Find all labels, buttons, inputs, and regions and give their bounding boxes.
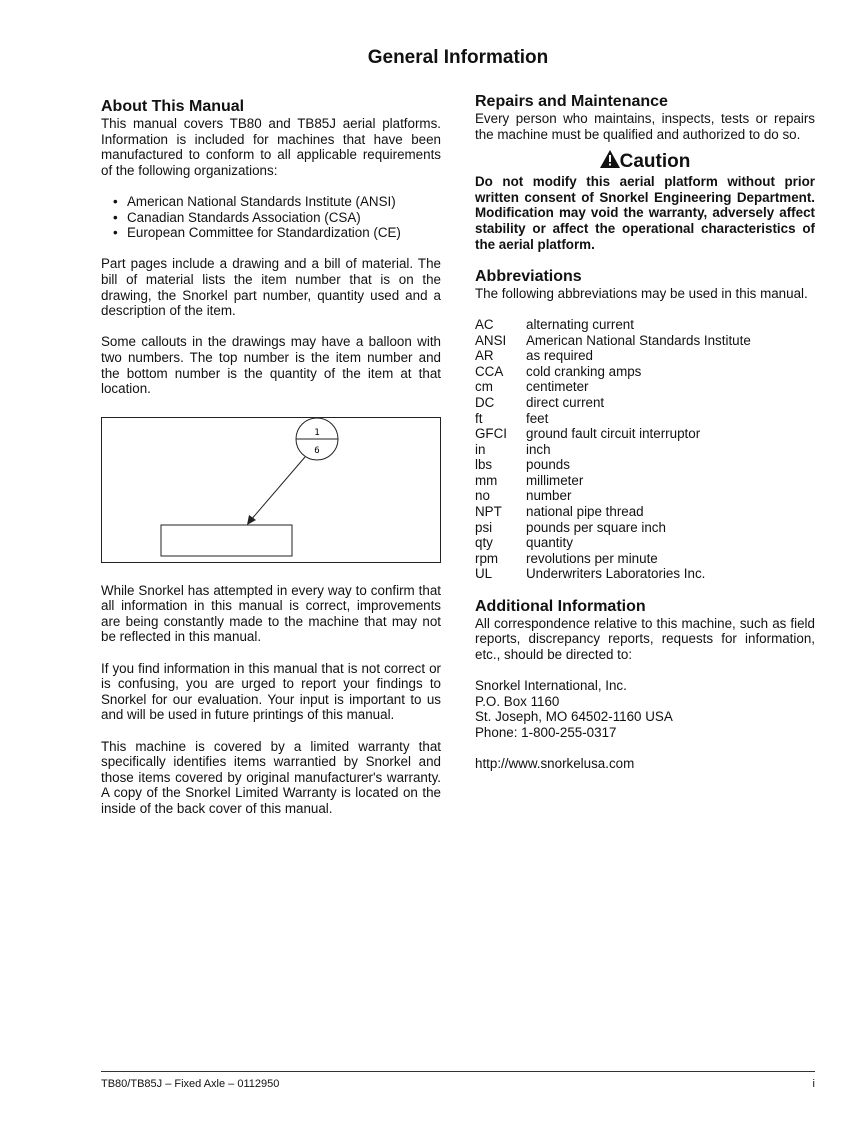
abbreviation-term: DC (475, 394, 495, 410)
about-paragraph-1: This manual covers TB80 and TB85J aerial platforms. Information is included for machines that have been manufactured to conform to all applicable requirements of the following organizations: (101, 116, 441, 178)
about-paragraph-5: If you find information in this manual that is not correct or is confusing, you are urged to report your findings to Snorkel for our evaluation. Your input is important to us and will be used in future printings of this manual. (101, 660, 441, 723)
abbreviation-term: NPT (475, 504, 502, 520)
abbreviation-meaning: cold cranking amps (526, 363, 642, 379)
abbreviation-row (475, 566, 751, 582)
contact-address (475, 678, 815, 740)
abbreviation-row (475, 457, 751, 473)
repairs-heading: Repairs and Maintenance (475, 93, 668, 110)
abbreviation-meaning: direct current (526, 394, 605, 410)
abbreviation-meaning: number (526, 488, 572, 504)
abbreviation-term: rpm (475, 550, 499, 566)
abbreviation-meaning: centimeter (526, 379, 589, 395)
abbreviation-term: ft (475, 410, 483, 426)
abbreviation-meaning: revolutions per minute (526, 550, 658, 566)
abbreviations-intro: The following abbreviations may be used in this manual. (475, 285, 808, 301)
footer-document-id: TB80/TB85J – Fixed Axle – 0112950 (101, 1078, 280, 1090)
leader-line (250, 457, 305, 521)
about-heading: About This Manual (101, 98, 245, 115)
organization-list (101, 194, 441, 241)
abbreviation-row (475, 333, 751, 349)
list-item: • European Committee for Standardization (CE) (113, 225, 441, 241)
abbreviation-row (475, 348, 751, 364)
abbreviation-row (475, 488, 751, 504)
phone-number: Phone: 1-800-255-0317 (475, 724, 617, 740)
abbreviation-term: UL (475, 566, 493, 582)
abbreviation-row (475, 473, 751, 489)
arrowhead (247, 515, 256, 525)
abbreviation-row (475, 535, 751, 551)
abbreviation-row (475, 426, 751, 442)
balloon-callout-figure (101, 417, 441, 563)
warning-triangle-icon (600, 150, 620, 174)
abbreviation-term: no (475, 488, 490, 504)
abbreviation-meaning: Underwriters Laboratories Inc. (526, 566, 706, 582)
abbreviation-meaning: alternating current (526, 316, 634, 332)
abbreviations-heading: Abbreviations (475, 267, 582, 285)
abbreviation-row (475, 395, 751, 411)
about-paragraph-2: Part pages include a drawing and a bill of material. The bill of material lists the item number that is on the drawing, the Snorkel part number, quantity used and a description of the item. (101, 256, 441, 319)
abbreviation-term: lbs (475, 457, 493, 473)
abbreviation-term: ANSI (475, 332, 507, 348)
abbreviation-row (475, 504, 751, 520)
abbreviation-meaning: ground fault circuit interruptor (526, 426, 701, 442)
caution-heading: Caution (619, 151, 691, 173)
repairs-paragraph: Every person who maintains, inspects, tests or repairs the machine must be qualified and authorized to do so. (475, 111, 815, 142)
abbreviation-term: CCA (475, 363, 504, 379)
about-paragraph-4: While Snorkel has attempted in every way to confirm that all information in this manual is correct, improvements are being constantly made to the machine that may not be reflected in this manual. (101, 582, 441, 645)
abbreviation-row (475, 364, 751, 380)
balloon-item-number: 1 (314, 427, 320, 438)
abbreviation-meaning: inch (526, 441, 551, 457)
about-paragraph-6: This machine is covered by a limited warranty that specifically identifies items warrantied by Snorkel and those items covered by original manufacturer's warranty. A copy of the Snorkel Limited Warranty is located on the inside of the back cover of this manual. (101, 738, 441, 816)
city-state-zip: St. Joseph, MO 64502-1160 USA (475, 709, 673, 725)
left-column (101, 98, 441, 817)
abbreviation-meaning: feet (526, 410, 549, 426)
part-box (161, 525, 292, 556)
abbreviation-term: AR (475, 348, 494, 364)
abbreviation-meaning: millimeter (526, 472, 584, 488)
abbreviation-term: AC (475, 316, 494, 332)
abbreviation-term: in (475, 441, 486, 457)
footer-page-number: i (812, 1078, 815, 1090)
abbreviation-row (475, 551, 751, 567)
abbreviation-meaning: American National Standards Institute (526, 332, 751, 348)
right-column (475, 93, 815, 772)
abbreviation-meaning: national pipe thread (526, 504, 644, 520)
footer-rule (101, 1071, 815, 1072)
abbreviation-row (475, 520, 751, 536)
company-name: Snorkel International, Inc. (475, 678, 627, 693)
page-title: General Information (367, 47, 549, 68)
additional-info-heading: Additional Information (475, 597, 646, 615)
abbreviation-meaning: pounds per square inch (526, 519, 666, 535)
abbreviation-term: psi (475, 519, 493, 535)
caution-banner (475, 150, 815, 174)
abbreviation-term: mm (475, 472, 498, 488)
abbreviation-term: qty (475, 535, 493, 551)
po-box: P.O. Box 1160 (475, 693, 560, 709)
abbreviation-row (475, 379, 751, 395)
abbreviation-meaning: as required (526, 348, 593, 364)
abbreviation-meaning: quantity (526, 535, 573, 551)
list-item: • American National Standards Institute (ANSI) (113, 194, 441, 210)
abbreviation-term: cm (475, 379, 493, 395)
abbreviation-meaning: pounds (526, 457, 570, 473)
website-link[interactable]: http://www.snorkelusa.com (475, 755, 635, 771)
abbreviation-row (475, 411, 751, 427)
abbreviation-row (475, 317, 751, 333)
abbreviation-row (475, 442, 751, 458)
caution-text: Do not modify this aerial platform without prior written consent of Snorkel Engineering Department. Modification may void the warranty, adversely affect stability or affect the operational characteristics of the aerial platform. (475, 174, 815, 252)
list-item: • Canadian Standards Association (CSA) (113, 210, 441, 226)
abbreviation-term: GFCI (475, 426, 507, 442)
about-paragraph-3: Some callouts in the drawings may have a balloon with two numbers. The top number is the item number and the bottom number is the quantity of the item at that location. (101, 334, 441, 397)
balloon-callout-drawing (102, 418, 442, 564)
abbreviations-table (475, 317, 751, 582)
balloon-quantity: 6 (314, 445, 320, 456)
additional-info-paragraph: All correspondence relative to this machine, such as field reports, discrepancy reports, requests for information, etc., should be directed to: (475, 615, 815, 662)
